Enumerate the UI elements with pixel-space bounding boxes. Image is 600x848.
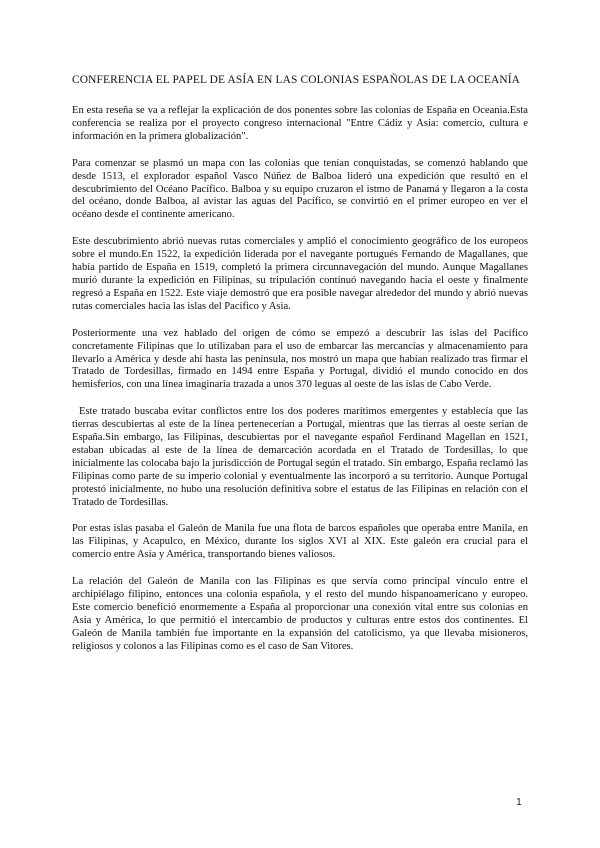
document-title: CONFERENCIA EL PAPEL DE ASÍA EN LAS COLONIAS ESPAÑOLAS DE LA OCEANÍA	[72, 74, 521, 86]
page-number: 1	[516, 796, 522, 808]
paragraph-intro: En esta reseña se va a reflejar la explicación de dos ponentes sobre las colonias de España en Oceania.Esta conferencia se realiza por el proyecto congreso internacional "Entre Cádiz y Asia: comercio, cultura e información en la primera globalización".	[72, 105, 528, 142]
paragraph-relacion-galeon: La relación del Galeón de Manila con las Filipinas es que servía como principal vínculo entre el archipiélago filipino, entonces una colonia española, y el resto del mundo hispanoamericano y europeo. Este comercio benefició enormemente a España al proporcionar una conexión vital entre sus colonias en Asia y América, lo que permitió el intercambio de productos y culturas entre estos dos continentes. El Galeón de Manila también fue importante en la expansión del catolicismo, ya que llevaba misioneros, religiosos y colonos a las Filipinas como es el caso de San Vitores.	[72, 576, 528, 652]
paragraph-galeon: Por estas islas pasaba el Galeón de Manila fue una flota de barcos españoles que operaba entre Manila, en las Filipinas, y Acapulco, en México, durante los siglos XVI al XIX. Este galeón era crucial para el comercio entre Asia y América, transportando bienes valiosos.	[72, 523, 528, 561]
paragraph-magallanes: Este descubrimiento abrió nuevas rutas comerciales y amplió el conocimiento geográfico de los europeos sobre el mundo.En 1522, la expedición liderada por el navegante portugués Fernando de Magallanes, que había partido de España en 1519, completó la primera circunnavegación del mundo. Aunque Magallanes murió durante la expedición en Filipinas, su tripulación continuó navegando hacia el oeste y finalmente regresó a España en 1522. Este viaje demostró que era posible navegar alrededor del mundo y abrió nuevas rutas comerciales hacia las islas del Pacífico y Asia.	[72, 236, 528, 312]
paragraph-tratado: Este tratado buscaba evitar conflictos entre los dos poderes marítimos emergentes y establecía que las tierras descubiertas al este de la línea pertenecerían a Portugal, mientras que las tierras al oeste serían de España.Sin embargo, las Filipinas, descubiertas por el navegante español Ferdinand Magellan en 1521, estaban ubicadas al este de la línea de demarcación acordada en el Tratado de Tordesillas, lo que inicialmente las colocaba bajo la jurisdicción de Portugal según el tratado. Sin embargo, España reclamó las Filipinas como parte de su imperio colonial y eventualmente las incorporó a su territorio. Aunque Portugal protestó inicialmente, no hubo una resolución definitiva sobre el estatus de las Filipinas en relación con el Tratado de Tordesillas.	[72, 406, 528, 508]
document-page	[72, 72, 528, 668]
paragraph-balboa: Para comenzar se plasmó un mapa con las colonias que tenían conquistadas, se comenzó hablando que desde 1513, el explorador español Vasco Núñez de Balboa lideró una expedición que resultó en el descubrimiento del Océano Pacífico. Balboa y su equipo cruzaron el istmo de Panamá y llegaron a la costa del océano, donde Balboa, al avistar las aguas del Pacífico, se convirtió en el primer europeo en ver el océano desde el continente americano.	[72, 157, 528, 221]
paragraph-tordesillas: Posteriormente una vez hablado del origen de cómo se empezó a descubrir las islas del Pacífico concretamente Filipinas que lo utilizaban para el uso de embarcar las mercancías y almacenamiento para llevarlo a América y desde ahí hasta las península, nos mostró un mapa que habían realizado tras firmar el Tratado de Tordesillas, firmado en 1494 entre España y Portugal, dividió el mundo conocido en dos hemisferios, con una línea imaginaria trazada a unos 370 leguas al oeste de las islas de Cabo Verde.	[72, 327, 528, 391]
